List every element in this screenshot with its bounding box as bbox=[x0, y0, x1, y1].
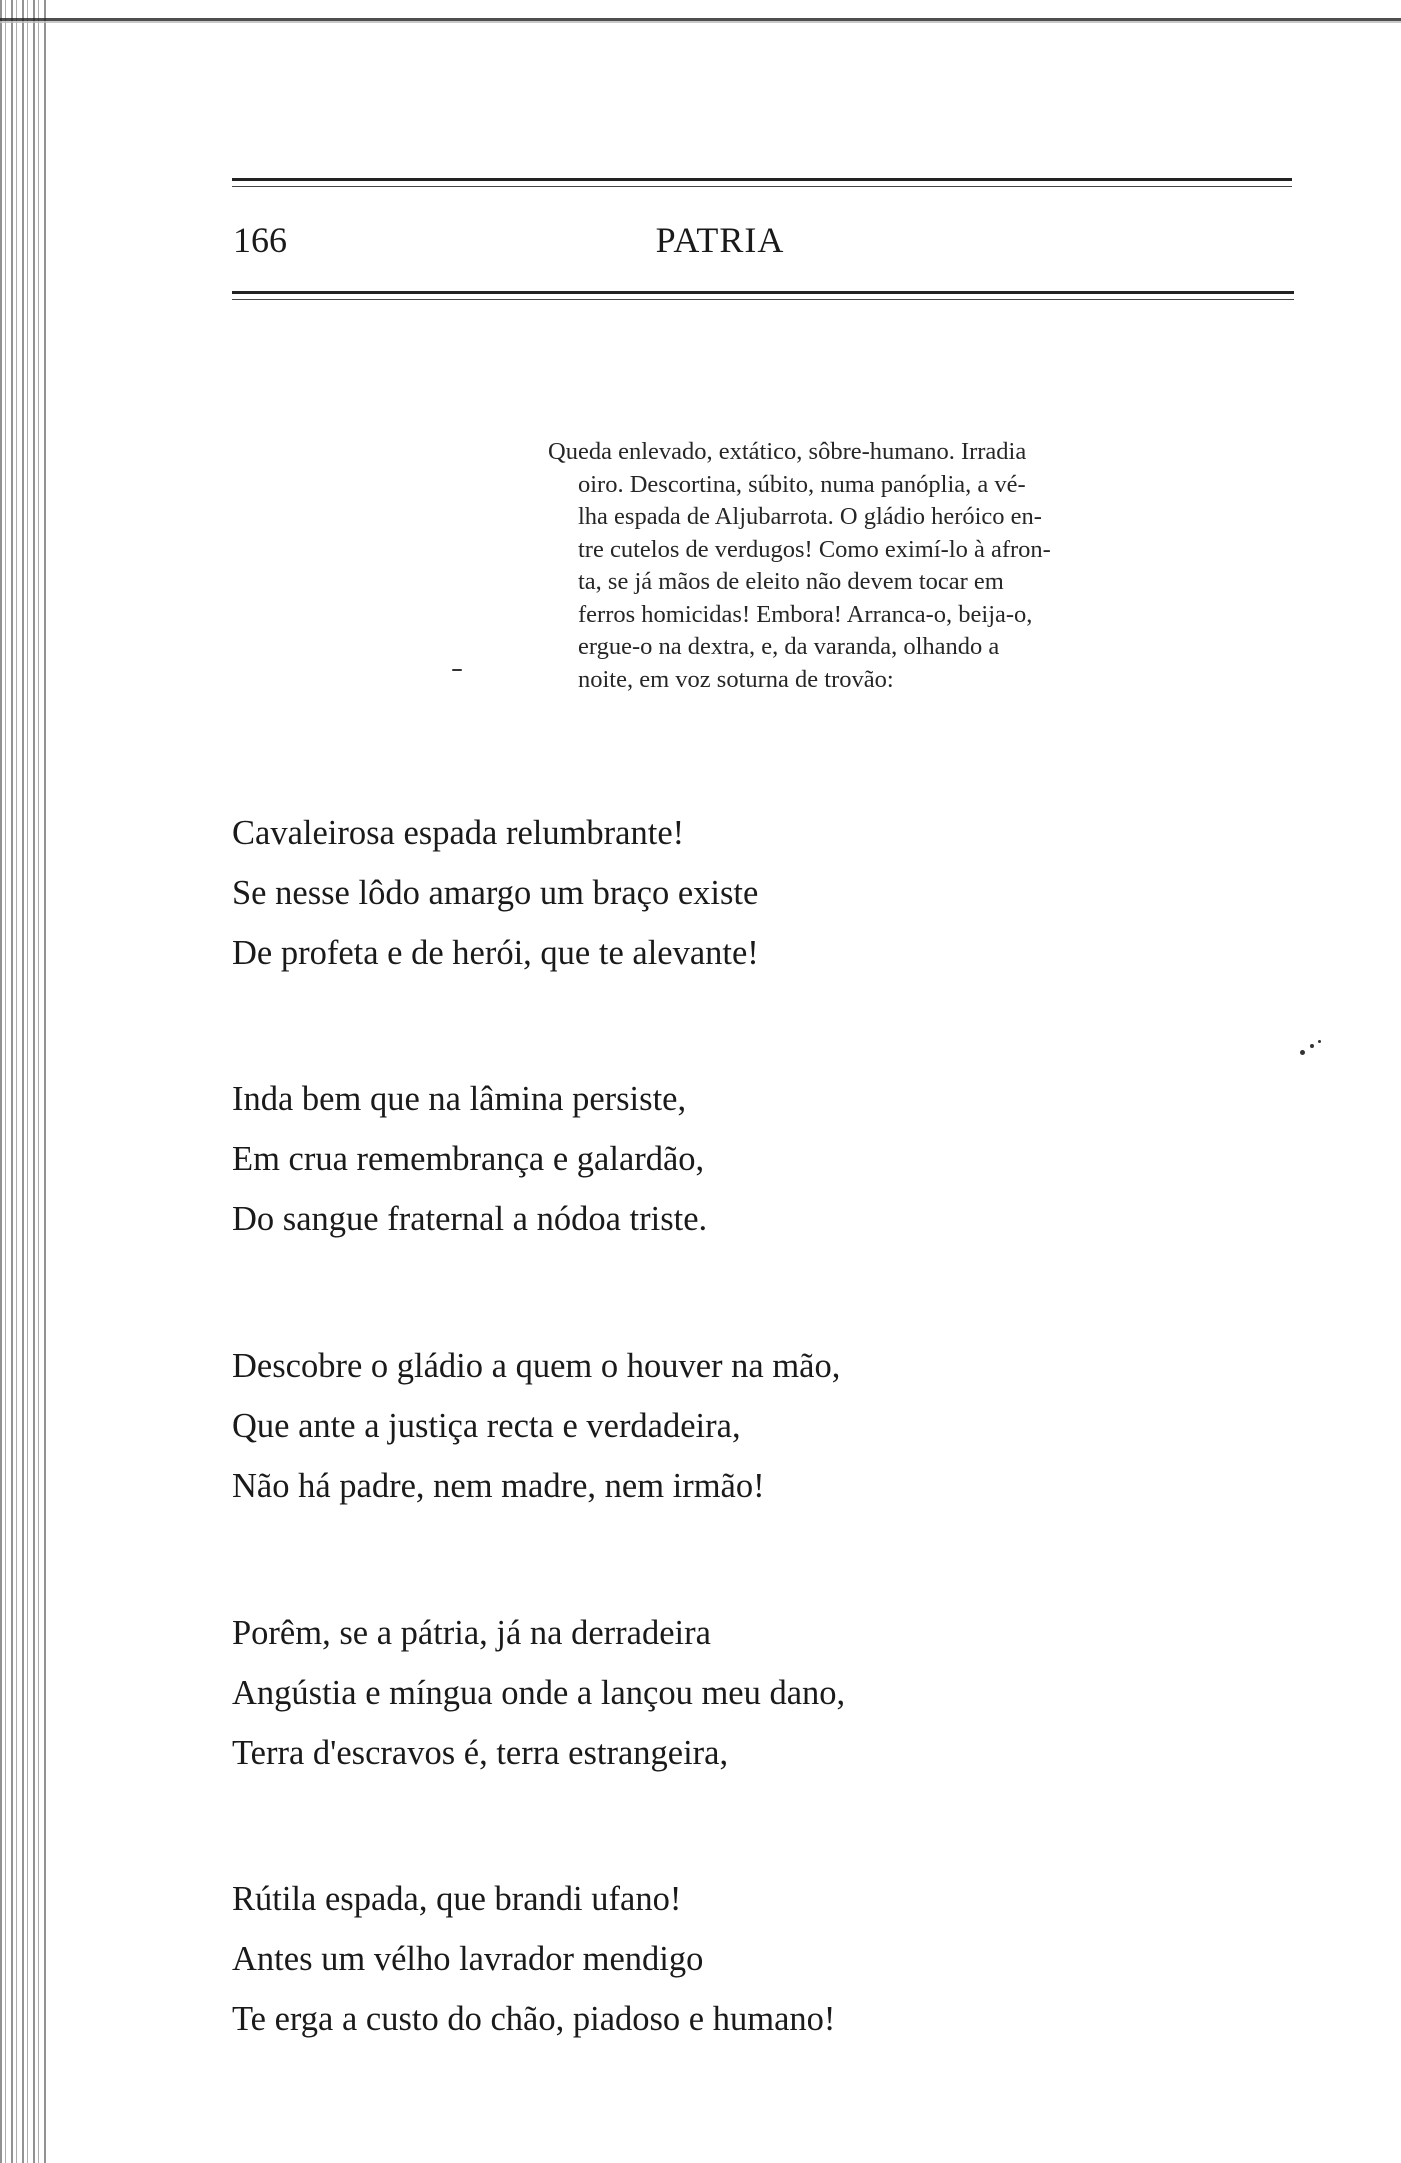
stage-direction-line: lha espada de Aljubarrota. O gládio heróico en- bbox=[578, 503, 1042, 530]
verse-line: Descobre o gládio a quem o houver na mão, bbox=[232, 1347, 841, 1385]
stage-direction-line: ergue-o na dextra, e, da varanda, olhando a bbox=[578, 633, 1000, 660]
verse-line: Se nesse lôdo amargo um braço existe bbox=[232, 874, 759, 912]
verse-line: Inda bem que na lâmina persiste, bbox=[232, 1080, 687, 1118]
verse-line: Que ante a justiça recta e verdadeira, bbox=[232, 1407, 741, 1445]
verse-line: De profeta e de herói, que te alevante! bbox=[232, 934, 759, 972]
stage-direction-line: Queda enlevado, extático, sôbre-humano. Irradia bbox=[548, 438, 1027, 465]
stage-direction-line: noite, em voz soturna de trovão: bbox=[578, 665, 894, 693]
scan-speck bbox=[452, 669, 462, 671]
verse-line: Antes um vélho lavrador mendigo bbox=[232, 1940, 704, 1978]
verse-line: Te erga a custo do chão, piadoso e humano! bbox=[232, 2000, 836, 2038]
header-rule-bottom bbox=[232, 291, 1294, 294]
verse-line: Do sangue fraternal a nódoa triste. bbox=[232, 1200, 708, 1238]
stanza bbox=[232, 1603, 1132, 1783]
running-title: PATRIA bbox=[655, 220, 785, 260]
verse-line: Não há padre, nem madre, nem irmão! bbox=[232, 1467, 765, 1505]
page-number: 166 bbox=[233, 220, 287, 260]
scan-binding-edge bbox=[0, 0, 46, 2163]
stage-direction bbox=[548, 436, 1292, 696]
stage-direction-line: ferros homicidas! Embora! Arranca-o, beija-o, bbox=[578, 600, 1033, 628]
header-rule-top-thin bbox=[232, 186, 1292, 187]
stage-direction-line: ta, se já mãos de eleito não devem tocar em bbox=[578, 568, 1004, 595]
verse-line: Terra d'escravos é, terra estrangeira, bbox=[232, 1734, 729, 1772]
verse-line: Cavaleirosa espada relumbrante! bbox=[232, 814, 685, 852]
verse-line: Porêm, se a pátria, já na derradeira bbox=[232, 1614, 711, 1652]
scan-speck bbox=[1310, 1044, 1314, 1048]
scan-speck bbox=[1300, 1050, 1305, 1055]
scan-speck bbox=[1318, 1040, 1321, 1043]
header-rule-bottom-thin bbox=[232, 299, 1294, 300]
verse-line: Rútila espada, que brandi ufano! bbox=[232, 1880, 682, 1918]
stanza bbox=[232, 803, 1132, 983]
stage-direction-line: oiro. Descortina, súbito, numa panóplia, a vé- bbox=[578, 470, 1026, 498]
stanza bbox=[232, 1869, 1132, 2049]
header-rule-top bbox=[232, 178, 1292, 181]
verse-line: Em crua remembrança e galardão, bbox=[232, 1140, 705, 1178]
verse-line: Angústia e míngua onde a lançou meu dano, bbox=[232, 1674, 846, 1712]
scan-top-edge bbox=[0, 18, 1401, 28]
stanza bbox=[232, 1069, 1132, 1249]
stage-direction-line: tre cutelos de verdugos! Como eximí-lo à afron- bbox=[578, 535, 1051, 563]
stanza bbox=[232, 1336, 1132, 1516]
